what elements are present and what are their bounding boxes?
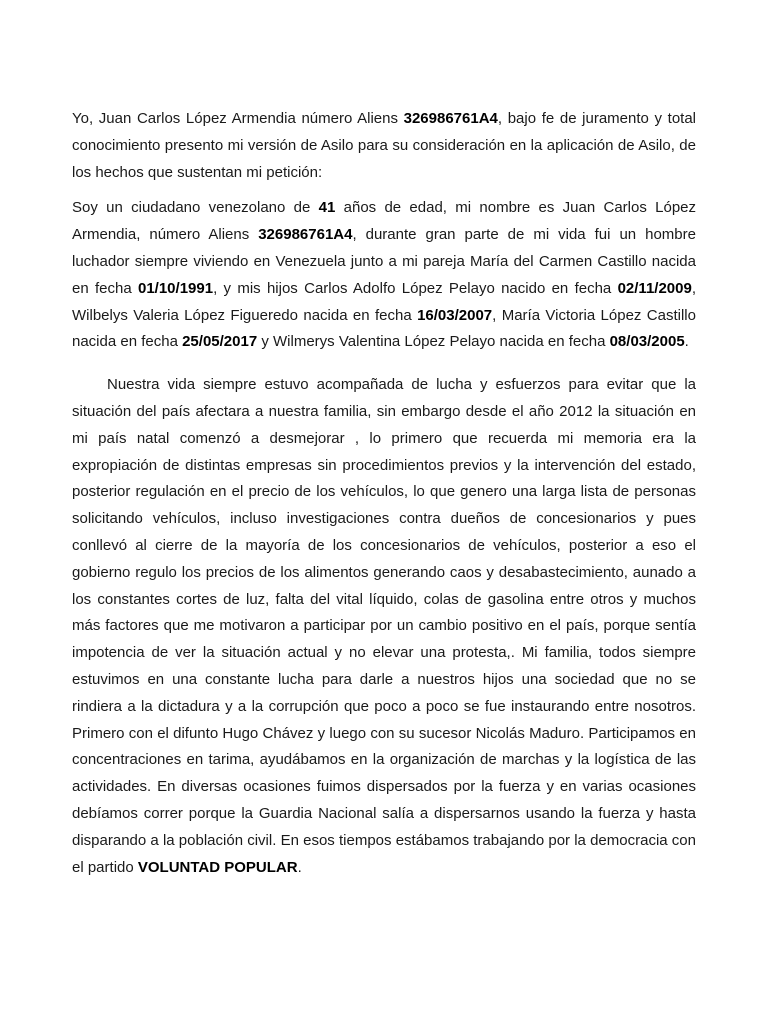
bold-text-run: 41 — [318, 199, 336, 217]
bold-text-run: 08/03/2005 — [609, 333, 685, 351]
text-run: Yo, Juan Carlos López Armendia número Aliens — [72, 110, 404, 127]
paragraph-story — [72, 372, 696, 881]
bold-text-run: 16/03/2007 — [417, 306, 493, 324]
bold-text-run: 326986761A4 — [258, 226, 353, 244]
bold-text-run: 02/11/2009 — [617, 279, 692, 297]
text-run: años de edad, mi nombre es Juan Carlos López Armendia, número Aliens — [72, 199, 697, 244]
paragraph-intro — [72, 106, 696, 186]
text-run: , y mis hijos Carlos Adolfo López Pelayo nacido en fecha — [213, 279, 618, 297]
text-run: y Wilmerys Valentina López Pelayo nacida en fecha — [257, 333, 610, 351]
text-run: Soy un ciudadano venezolano de — [72, 199, 319, 217]
text-run: , durante gran parte de mi vida fui un hombre luchador siempre viviendo en Venezuela junto a mi pareja María del Carmen Castillo nacida en fecha — [72, 226, 696, 297]
bold-text-run: 326986761A4 — [403, 110, 498, 127]
text-run: , María Victoria López Castillo nacida en fecha — [72, 306, 696, 351]
text-run: . — [297, 858, 302, 876]
bold-text-run: 25/05/2017 — [182, 333, 258, 351]
text-run: , bajo fe de juramento y total conocimiento presento mi versión de Asilo para su consideración en la aplicación de Asilo, de los hechos que sustentan mi petición: — [72, 110, 697, 181]
text-run: . — [684, 333, 689, 351]
bold-text-run: 01/10/1991 — [137, 279, 214, 297]
paragraph-identity — [72, 195, 696, 356]
document-page — [72, 106, 696, 890]
text-run: , Wilbelys Valeria López Figueredo nacida en fecha — [72, 279, 696, 324]
text-run: Nuestra vida siempre estuvo acompañada de lucha y esfuerzos para evitar que la situación del país afectara a nuestra familia, sin embargo desde el año 2012 la situación en mi país natal comenzó a desmejorar , lo primero que recuerda mi memoria era la expropiación de distintas empresas sin procedimientos previos y la intervención del estado, posterior regulación en el precio de los vehículos, lo que genero una larga lista de personas solicitando vehículos, incluso investigaciones contra dueños de concesionarios y pues conllevó al cierre de la mayoría de los concesionarios de vehículos, posterior a eso el gobierno regulo los precios de los alimentos generando caos y desabastecimiento, aunado a los constantes cortes de luz, falta del vital líquido, colas de gasolina entre otros y muchos más factores que me motivaron a participar por un cambio positivo en el país, porque sentía impotencia de ver la situación actual y no elevar una protesta,. Mi familia, todos siempre estuvimos en una constante lucha para darle a nuestros hijos una sociedad que no se rindiera a la dictadura y a la corrupción que poco a poco se fue instaurando entre nosotros. Primero con el difunto Hugo Chávez y luego con su sucesor Nicolás Maduro. Participamos en concentraciones en tarima, ayudábamos en la organización de marchas y la logística de las actividades. En diversas ocasiones fuimos dispersados por la fuerza y en varias ocasiones debíamos correr porque la Guardia Nacional salía a dispersarnos usando la fuerza y hasta disparando a la población civil. En esos tiempos estábamos trabajando por la democracia con el partido — [72, 376, 696, 876]
bold-text-run: VOLUNTAD POPULAR — [137, 858, 298, 876]
